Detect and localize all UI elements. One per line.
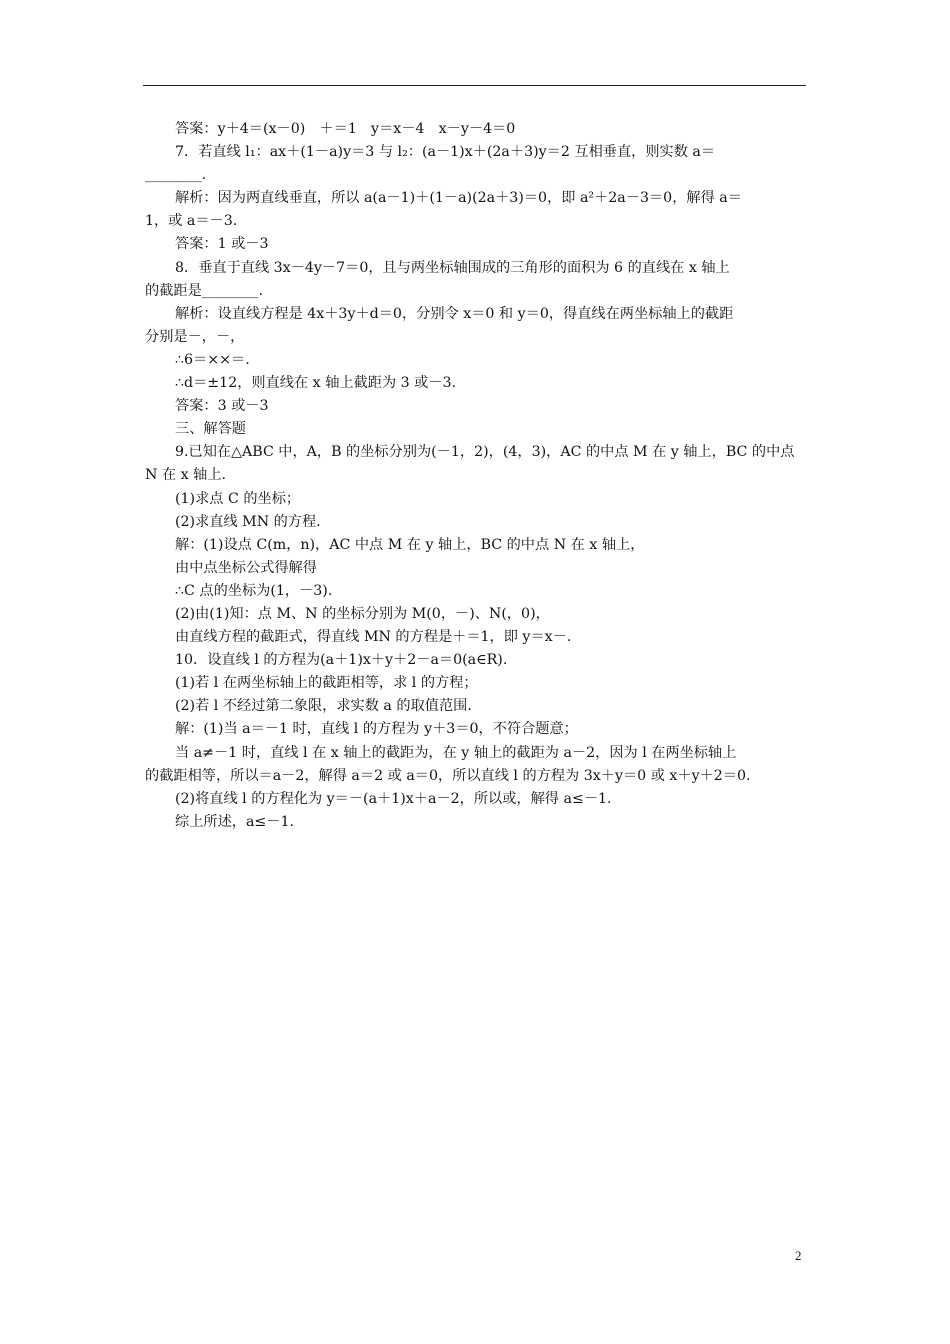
text-line: 7．若直线 l₁：ax＋(1－a)y＝3 与 l₂：(a－1)x＋(2a＋3)y＝2 互相垂直，则实数 a＝ bbox=[175, 144, 716, 161]
text-line: ________. bbox=[145, 167, 207, 184]
text-line: (2)若 l 不经过第二象限，求实数 a 的取值范围. bbox=[175, 698, 472, 715]
text-line: 10．设直线 l 的方程为(a＋1)x＋y＋2－a＝0(a∈R). bbox=[175, 652, 508, 669]
text-line: 由直线方程的截距式，得直线 MN 的方程是＋＝1，即 y＝x－. bbox=[175, 629, 572, 646]
text-line: (1)求点 C 的坐标； bbox=[175, 490, 301, 507]
text-line: N 在 x 轴上. bbox=[145, 467, 227, 484]
text-line: 当 a≠－1 时，直线 l 在 x 轴上的截距为，在 y 轴上的截距为 a－2，因为 l 在两坐标轴上 bbox=[175, 744, 737, 761]
text-line: 由中点坐标公式得解得 bbox=[175, 559, 317, 576]
text-line: 答案：y＋4＝(x－0) ＋＝1 y＝x－4 x－y－4＝0 bbox=[175, 121, 516, 137]
text-line: (1)若 l 在两坐标轴上的截距相等，求 l 的方程； bbox=[175, 675, 478, 692]
section-heading: 三、解答题 bbox=[175, 421, 246, 438]
text-line: (2)将直线 l 的方程化为 y＝－(a＋1)x＋a－2，所以或，解得 a≤－1. bbox=[175, 790, 612, 807]
text-line: ∴d＝±12，则直线在 x 轴上截距为 3 或－3. bbox=[175, 375, 457, 392]
text-line: 解：(1)当 a＝－1 时，直线 l 的方程为 y＋3＝0，不符合题意； bbox=[175, 721, 578, 738]
text-line: ∴6＝××＝. bbox=[175, 351, 250, 368]
text-line: 答案：1 或－3 bbox=[175, 236, 269, 253]
text-line: 9.已知在△ABC 中，A，B 的坐标分别为(－1，2)，(4，3)，AC 的中点 M 在 y 轴上，BC 的中点 bbox=[175, 444, 795, 461]
text-line: 1，或 a＝－3. bbox=[145, 213, 238, 230]
document-body bbox=[145, 118, 807, 834]
text-line: 的截距相等，所以＝a－2，解得 a＝2 或 a＝0，所以直线 l 的方程为 3x＋y＝0 或 x＋y＋2＝0. bbox=[145, 767, 751, 784]
text-line: 分别是－，－， bbox=[145, 328, 245, 345]
text-line: 答案：3 或－3 bbox=[175, 398, 269, 415]
text-line: (2)由(1)知：点 M、N 的坐标分别为 M(0，－)、N(，0)， bbox=[175, 605, 550, 622]
page-number: 2 bbox=[795, 1248, 802, 1263]
text-line: 解：(1)设点 C(m，n)，AC 中点 M 在 y 轴上，BC 的中点 N 在 x 轴上， bbox=[175, 536, 645, 553]
text-line: 的截距是________. bbox=[145, 282, 264, 299]
header-rule bbox=[143, 85, 806, 86]
text-line: 解析：设直线方程是 4x＋3y＋d＝0，分别令 x＝0 和 y＝0，得直线在两坐标轴上的截距 bbox=[175, 305, 734, 322]
text-line: 8．垂直于直线 3x－4y－7＝0，且与两坐标轴围成的三角形的面积为 6 的直线在 x 轴上 bbox=[175, 259, 730, 276]
text-line: 解析：因为两直线垂直，所以 a(a－1)＋(1－a)(2a＋3)＝0，即 a²＋2a－3＝0，解得 a＝ bbox=[175, 190, 742, 207]
text-line: ∴C 点的坐标为(1，－3). bbox=[175, 582, 333, 599]
text-line: (2)求直线 MN 的方程. bbox=[175, 513, 321, 530]
text-line: 综上所述，a≤－1. bbox=[175, 813, 295, 830]
